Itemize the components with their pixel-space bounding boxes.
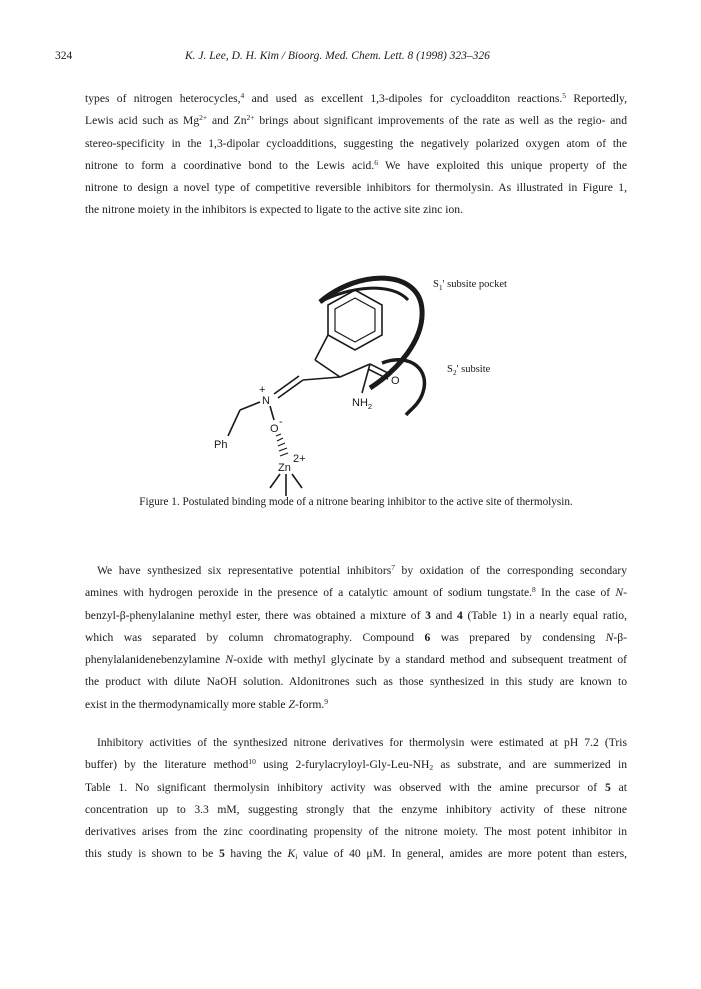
figure-caption: Figure 1. Postulated binding mode of a nitrone bearing inhibitor to the active site of thermolysin.	[139, 496, 573, 508]
text-line: buffer) by the literature method$^{10}$ using $2-furylacryloyl-Gly-Leu-NH_2$ as substrate, and are summerized in	[85, 757, 627, 773]
amide-nh2-label: $NH_2$	[352, 397, 373, 411]
text-line: concentration up to 3.3 mM, suggesting strongly that the enzyme inhibitory activity of these nitrone	[85, 802, 627, 816]
zinc-label: Zn	[278, 462, 291, 474]
phenyl-label: Ph	[214, 439, 228, 451]
text-line: amines with hydrogen peroxide in the presence of a catalytic amount of sodium tungstate.$^8$ In the case of N-	[85, 585, 627, 600]
paragraph-inhibition	[85, 732, 627, 866]
text-line: Table 1. No significant thermolysin inhibitory activity was observed with the amine precursor of 5 at	[85, 780, 627, 794]
text-line: this study is shown to be 5 having the $K_i$ value of 40 μM. In general, amides are more potent than esters,	[85, 847, 628, 862]
nitrone-oxygen-label: O	[270, 423, 279, 435]
coordination-bond	[276, 434, 288, 456]
text-line: the product with dilute NaOH solution. Aldonitrones such as those synthesized in this study are known to	[85, 675, 627, 689]
benzene-ring	[328, 290, 382, 350]
running-head: K. J. Lee, D. H. Kim / Bioorg. Med. Chem. Lett. 8 (1998) 323–326	[185, 50, 490, 62]
oxygen-charge-label: -	[279, 416, 283, 428]
paragraph-intro	[85, 88, 627, 222]
page-header	[55, 50, 655, 66]
s2-pocket-curve	[382, 360, 424, 415]
text-line: benzyl-β-phenylalanine methyl ester, there was obtained a mixture of 3 and 4 (Table 1) in a nearly equal ratio,	[85, 608, 627, 622]
page-number: 324	[55, 50, 73, 62]
text-line: Lewis acid such as $Mg^{2+}$ and $Zn^{2+}$ brings about significant improvements of the rate as well as the regio- and	[85, 113, 627, 128]
paragraph-synthesis	[85, 560, 627, 716]
text-line: We have synthesized six representative potential inhibitors$^7$ by oxidation of the corresponding secondary	[97, 563, 627, 577]
zinc-charge-label: 2+	[293, 453, 306, 465]
text-line: types of nitrogen heterocycles,$^4$ and used as excellent 1,3-dipoles for cycloadditon reactions.$^5$ Reportedly,	[85, 91, 628, 105]
text-line: nitrone to design a novel type of competitive reversible inhibitors for thermolysin. As illustrated in Figure 1,	[85, 181, 627, 195]
s2-subsite-label: $S_2'$ subsite	[447, 364, 491, 377]
nitrogen-charge-label: +	[259, 384, 266, 396]
text-line: Inhibitory activities of the synthesized nitrone derivatives for thermolysin were estimated at pH 7.2 (Tris	[97, 736, 627, 749]
nitrone-nitrogen-label: N	[262, 395, 270, 407]
text-line: the nitrone moiety in the inhibitors is expected to ligate to the active site zinc ion.	[85, 203, 463, 217]
text-line: phenylalanidenebenzylamine N-oxide with methyl glycinate by a standard method and subsequent treatment of	[85, 653, 627, 667]
text-line: nitrone to form a coordinative bond to the Lewis acid.$^6$ We have exploited this unique property of the	[85, 157, 627, 172]
s1-subsite-label: $S_1'$ subsite pocket	[433, 279, 507, 292]
text-line: derivatives arises from the zinc coordinating propensity of the nitrone moiety. The most potent inhibitor in	[85, 825, 627, 839]
binding-mode-figure	[170, 260, 590, 510]
text-line: stereo-specificity in the 1,3-dipolar cycloadditions, suggesting the negatively polarized oxygen atom of the	[85, 136, 627, 150]
text-line: which was separated by column chromatography. Compound 6 was prepared by condensing N-β-	[85, 630, 627, 644]
carbonyl-oxygen-label: O	[391, 375, 400, 387]
text-line: exist in the thermodynamically more stable Z-form.$^9$	[85, 696, 328, 711]
